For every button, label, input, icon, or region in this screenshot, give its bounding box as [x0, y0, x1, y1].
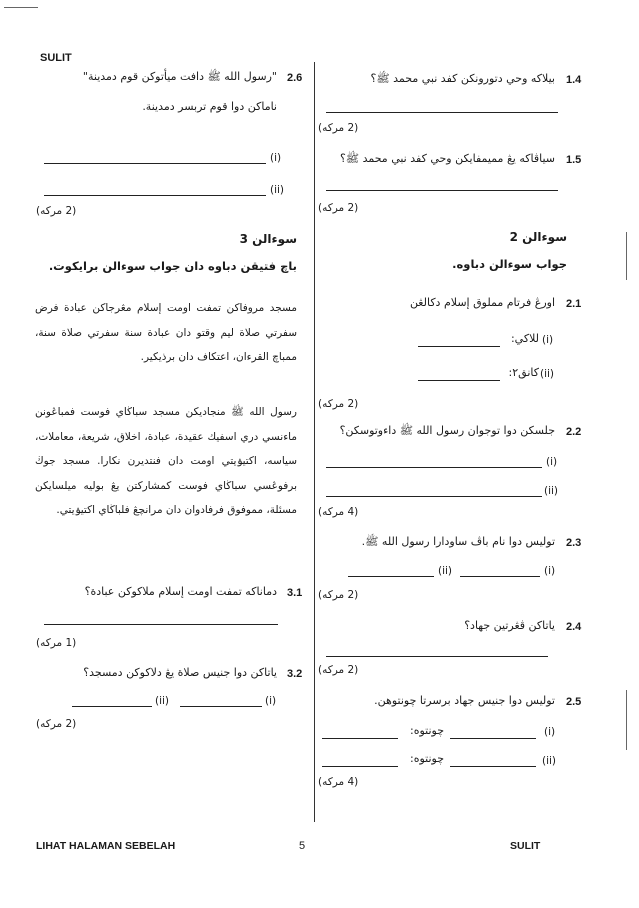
q2-6-text: "رسول الله ﷺ دافت ميأتوكن قوم دمدينة" — [82, 70, 277, 83]
q2-6-number: 2.6 — [287, 72, 303, 84]
q2-1-ii-answer-line — [418, 380, 500, 381]
q2-6-ii-label: (ii) — [270, 184, 285, 196]
q2-3-marks: (2 مركه) — [318, 589, 359, 601]
q2-5-text: توليس دوا جنيس جهاد برسرتا چونتوهن. — [374, 694, 555, 707]
sulit-header: SULIT — [40, 52, 72, 64]
q1-5-number: 1.5 — [566, 154, 582, 166]
q2-3-ii-answer-line — [348, 576, 434, 577]
q2-1-number: 2.1 — [566, 298, 582, 310]
q3-1-marks: (1 مركه) — [36, 637, 77, 649]
footer-next-page: LIHAT HALAMAN SEBELAH — [36, 840, 176, 852]
q1-4-number: 1.4 — [566, 74, 582, 86]
q2-2-ii-answer-line — [326, 496, 542, 497]
q2-2-ii-label: (ii) — [544, 485, 559, 497]
page-number: 5 — [299, 840, 306, 852]
q2-5-number: 2.5 — [566, 696, 582, 708]
q2-2-i-label: (i) — [546, 456, 558, 468]
q2-1-ii-label: (ii) — [540, 368, 555, 380]
q2-4-marks: (2 مركه) — [318, 664, 359, 676]
q2-6-ii-answer-line — [44, 195, 266, 196]
q2-5-marks: (4 مركه) — [318, 776, 359, 788]
q3-2-ii-answer-line — [72, 706, 152, 707]
s3-title: سوءالن 3 — [239, 232, 297, 246]
q2-6-text2: ناماكن دوا قوم تربسر دمدينة. — [142, 100, 277, 113]
s3-instruction: باچ فتيقن دباوه دان جواب سوءالن برايكوت. — [48, 259, 297, 273]
q2-2-i-answer-line — [326, 467, 542, 468]
q1-5-text: سياڤاكه يڠ مميمفايكن وحي كفد نبي محمد ﷺ؟ — [339, 152, 555, 165]
q3-2-i-label: (i) — [265, 695, 277, 707]
q2-2-marks: (4 مركه) — [318, 506, 359, 518]
scan-mark-top — [4, 7, 38, 8]
q2-5-i-label: (i) — [544, 726, 556, 738]
q2-5-i-example-label: چونتوه: — [409, 724, 444, 737]
q3-1-answer-line — [44, 624, 278, 625]
q2-5-i-type-line — [450, 738, 536, 739]
q2-6-marks: (2 مركه) — [36, 205, 77, 217]
q2-1-i-label: (i) — [542, 334, 554, 346]
footer-sulit: SULIT — [510, 840, 541, 852]
q2-5-i-example-line — [322, 738, 398, 739]
q2-5-ii-label: (ii) — [542, 755, 557, 767]
q1-4-answer-line — [326, 112, 558, 113]
q2-6-i-answer-line — [44, 163, 266, 164]
q2-1-marks: (2 مركه) — [318, 398, 359, 410]
q2-1-ii-prompt: كانق٢: — [508, 366, 539, 379]
q2-5-ii-example-line — [322, 766, 398, 767]
q3-1-text: دماناكه تمفت اومت إسلام ملاكوكن عبادة؟ — [84, 585, 277, 598]
q2-3-text: توليس دوا نام باڤ ساودارا رسول الله ﷺ. — [361, 535, 555, 548]
s2-instruction: جواب سوءالن دباوه. — [452, 257, 567, 271]
q3-2-number: 3.2 — [287, 668, 303, 680]
s2-title: سوءالن 2 — [509, 230, 567, 244]
q2-5-ii-example-label: چونتوه: — [409, 752, 444, 765]
q3-1-number: 3.1 — [287, 587, 303, 599]
q2-2-number: 2.2 — [566, 426, 582, 438]
q2-4-answer-line — [326, 656, 548, 657]
q2-1-text: اورڠ فرتام مملوق إسلام دكالڠن — [409, 296, 555, 309]
q2-3-i-answer-line — [460, 576, 540, 577]
q1-5-answer-line — [326, 190, 558, 191]
q2-3-number: 2.3 — [566, 537, 582, 549]
s3-paragraph-2: رسول الله ﷺ منجاديكن مسجد سباڬاي فوست فمباڠونن ماءنسي دري اسفيك عقيدة، عبادة، اخلاق، شريعة، معاملات، سياسه، اكتيۏيتي اومت دان فنتديرن نكارا. مسجد جوڬ برفوڠسي سباڬاي فوست كمشاركتن يڠ بوليه ميلسايكن مسئلة، مموفوق فرفادوان دان مرانچڠ فلباڬاي اكتيۏيتي. — [35, 406, 297, 516]
q2-6-i-label: (i) — [270, 152, 282, 164]
q2-2-text: جلسكن دوا توجوان رسول الله ﷺ داءوتوسكن؟ — [339, 424, 555, 437]
q3-2-marks: (2 مركه) — [36, 718, 77, 730]
s3-paragraph-1: مسجد مروفاكن تمفت اومت إسلام مڠرجاكن عبادة فرض سفرتي صلاة ليم وقتو دان عبادة سنة سفرتي صلاة سنة، ممباچ القرءان، اعتكاف دان برذيكير. — [35, 302, 297, 363]
q2-1-i-prompt: للاكي: — [510, 332, 539, 345]
scan-mark-right-1 — [626, 232, 627, 280]
q3-2-text: ياتاكن دوا جنيس صلاة يڠ دلاكوكن دمسجد؟ — [83, 666, 277, 679]
q1-5-marks: (2 مركه) — [318, 202, 359, 214]
q2-4-text: ياتاكن ڤڠرتين جهاد؟ — [464, 619, 555, 632]
q2-3-ii-label: (ii) — [438, 565, 453, 577]
q2-5-ii-type-line — [450, 766, 536, 767]
q3-2-ii-label: (ii) — [155, 695, 170, 707]
q1-4-text: بيلاكه وحي دتورونكن كفد نبي محمد ﷺ؟ — [370, 72, 555, 85]
q2-1-i-answer-line — [418, 346, 500, 347]
q3-2-i-answer-line — [180, 706, 262, 707]
q2-4-number: 2.4 — [566, 621, 582, 633]
q2-3-i-label: (i) — [544, 565, 556, 577]
scan-mark-right-2 — [626, 690, 627, 750]
q1-4-marks: (2 مركه) — [318, 122, 359, 134]
